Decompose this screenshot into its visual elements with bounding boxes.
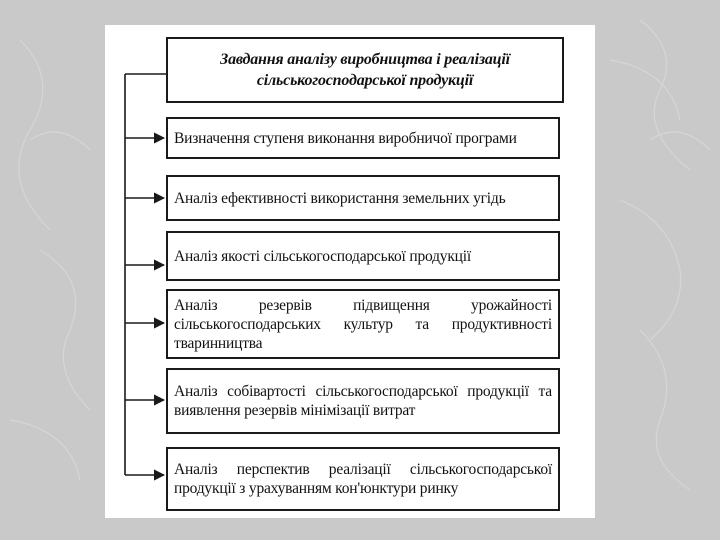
diagram-title: Завдання аналізу виробництва і реалізації сільськогосподарської продукції [220,51,510,89]
task-box-3 [166,231,560,281]
task-box-4 [166,289,560,359]
task-label-2: Аналіз ефективності використання земельних угідь [174,189,506,207]
task-box-6 [166,447,560,511]
task-label-6: Аналіз перспектив реалізації сільськогосподарської продукції з урахуванням кон'юнктури ринку [174,461,552,497]
task-box-2 [166,175,560,221]
task-label-1: Визначення ступеня виконання виробничої програми [174,129,517,147]
header-box [166,37,564,103]
task-label-3: Аналіз якості сільськогосподарської продукції [174,247,471,265]
task-label-5: Аналіз собівартості сільськогосподарської продукції та виявлення резервів мінімізації витрат [174,383,552,419]
task-box-5 [166,368,560,434]
task-box-1 [166,117,560,159]
task-label-4: Аналіз резервів підвищення урожайності сільськогосподарських культур та продуктивності тваринництва [174,296,552,352]
diagram-sheet [105,25,595,518]
